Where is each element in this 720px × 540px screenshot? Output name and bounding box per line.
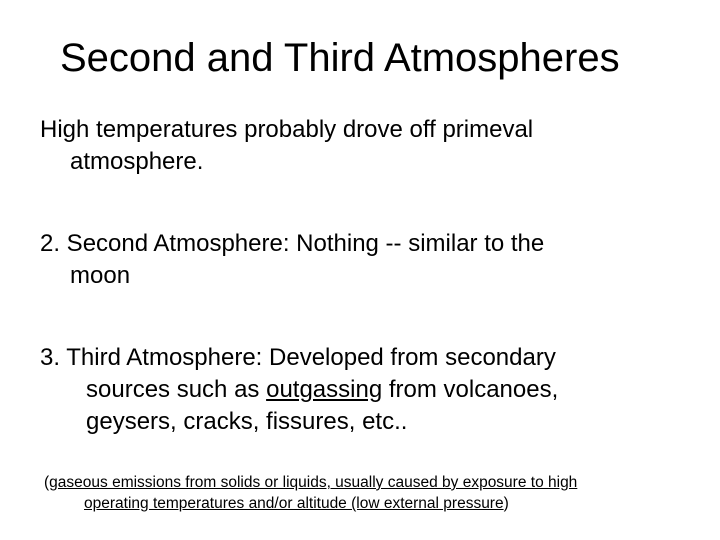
bullet-primeval-atmosphere [40,114,533,178]
bullet-line: 3. Third Atmosphere: Developed from secondary [40,344,556,371]
outgassing-link[interactable]: outgassing [266,376,383,403]
slide-title: Second and Third Atmospheres [60,36,620,80]
bullet-line: atmosphere. [70,148,204,175]
footnote-definition [44,472,577,514]
footnote-line [44,493,577,514]
bullet-third-atmosphere [40,342,558,438]
bullet-line: High temperatures probably drove off primeval [40,116,534,143]
bullet-second-atmosphere [40,228,544,292]
text-segment: from volcanoes, [382,376,559,403]
close-paren: ) [503,495,509,512]
bullet-line: geysers, cracks, fissures, etc.. [86,408,408,435]
bullet-line: 2. Second Atmosphere: Nothing -- similar to the [40,230,545,257]
footnote-line [44,472,577,493]
open-paren: ( [44,474,50,491]
footnote-text: gaseous emissions from solids or liquids, usually caused by exposure to high [49,474,578,491]
text-segment: sources such as [86,376,267,403]
bullet-line [40,374,558,406]
bullet-line: moon [70,262,131,289]
footnote-text: operating temperatures and/or altitude (low external pressure [84,495,504,512]
